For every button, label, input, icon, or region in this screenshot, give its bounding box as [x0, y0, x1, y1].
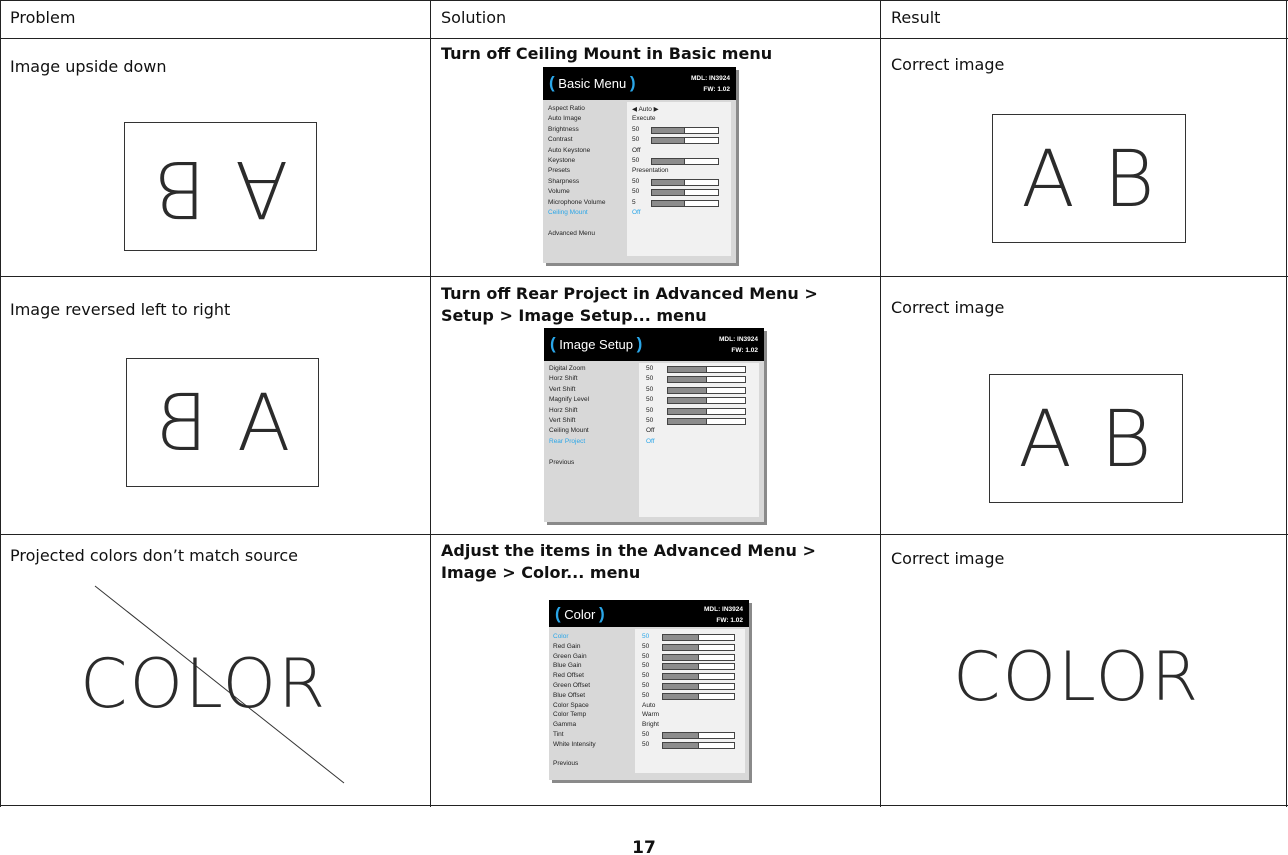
header-result: Result	[891, 8, 941, 27]
paren-right-icon: )	[636, 334, 643, 353]
menu-item-slider[interactable]	[667, 376, 746, 383]
menu-item-slider[interactable]	[662, 654, 735, 661]
menu-item-slider[interactable]	[662, 693, 735, 700]
image-setup-mdl: MDL: IN3924	[718, 336, 758, 343]
menu-item-value: 50	[642, 731, 650, 738]
menu-item-value: Bright	[642, 721, 659, 729]
image-setup-title: Image Setup	[559, 337, 634, 352]
menu-item-label[interactable]: Color Temp	[553, 711, 587, 719]
slider-fill	[663, 664, 699, 669]
slider-fill	[652, 201, 685, 206]
slider-fill	[668, 367, 707, 372]
menu-item-slider[interactable]	[667, 387, 746, 394]
page-number: 17	[632, 838, 656, 855]
slider-fill	[668, 377, 707, 382]
menu-item-value: Off	[646, 427, 655, 435]
menu-item-label[interactable]: Contrast	[548, 136, 573, 144]
menu-item-label[interactable]: Ceiling Mount	[548, 209, 588, 216]
color-menu-osd	[549, 600, 749, 780]
menu-item-value: Off	[632, 209, 641, 216]
menu-item-value: 50	[642, 662, 650, 670]
slider-fill	[668, 409, 707, 414]
table-right-border	[1286, 1, 1287, 807]
menu-item-label[interactable]: Volume	[548, 188, 570, 196]
result-text-2: Correct image	[891, 298, 1005, 317]
menu-item-label[interactable]: Sharpness	[548, 177, 580, 185]
menu-item-label[interactable]: Vert Shift	[549, 385, 576, 393]
color-menu-title: Color	[564, 607, 596, 622]
menu-item-value: 50	[646, 396, 654, 404]
menu-item-label[interactable]: Red Gain	[553, 642, 581, 650]
menu-item-slider[interactable]	[651, 127, 719, 134]
solution-text-3: Adjust the items in the Advanced Menu > Image > Color... menu	[441, 541, 816, 582]
menu-item-slider[interactable]	[667, 408, 746, 415]
menu-item-label[interactable]: Previous	[549, 458, 575, 466]
slider-fill	[663, 743, 699, 748]
slider-fill	[663, 694, 699, 699]
menu-item-label[interactable]: Advanced Menu	[548, 229, 595, 237]
menu-item-value: Execute	[632, 115, 656, 123]
menu-item-slider[interactable]	[667, 366, 746, 373]
menu-item-value: 50	[642, 633, 650, 640]
menu-item-label[interactable]: Horz Shift	[549, 375, 578, 383]
slider-fill	[663, 645, 699, 650]
menu-item-label[interactable]: Auto Image	[548, 115, 582, 123]
menu-item-slider[interactable]	[662, 673, 735, 680]
menu-item-value: 50	[646, 417, 654, 424]
slider-fill	[668, 388, 707, 393]
menu-item-value: Warm	[642, 711, 660, 719]
menu-item-value: 50	[642, 682, 650, 689]
menu-item-label[interactable]: Auto Keystone	[548, 146, 591, 154]
problem-text-3: Projected colors don’t match source	[10, 546, 298, 565]
slider-fill	[663, 684, 699, 689]
menu-item-value: Presentation	[632, 167, 669, 175]
menu-item-slider[interactable]	[662, 644, 735, 651]
menu-item-label[interactable]: Gamma	[553, 721, 577, 729]
menu-item-value: Off	[632, 146, 641, 154]
column-divider-2	[880, 1, 881, 807]
menu-item-label[interactable]: Tint	[553, 731, 564, 738]
menu-item-value: 50	[646, 365, 654, 372]
header-problem: Problem	[10, 8, 76, 27]
menu-item-label[interactable]: Horz Shift	[549, 406, 578, 414]
column-divider-1	[430, 1, 431, 807]
menu-item-value: ◀ Auto ▶	[632, 106, 659, 113]
slider-fill	[652, 180, 685, 185]
color-word-correct: COLOR	[953, 638, 1201, 717]
image-setup-osd	[544, 328, 764, 522]
menu-item-value: 50	[642, 652, 650, 660]
menu-item-slider[interactable]	[662, 634, 735, 641]
menu-item-slider[interactable]	[667, 418, 746, 425]
menu-item-label[interactable]: Aspect Ratio	[548, 105, 585, 112]
menu-item-label[interactable]: Previous	[553, 760, 579, 768]
menu-item-label[interactable]: Presets	[548, 167, 571, 175]
menu-item-slider[interactable]	[651, 137, 719, 144]
menu-item-slider[interactable]	[662, 732, 735, 739]
menu-item-value: 5	[632, 198, 636, 206]
upside-down-letters: A B	[152, 143, 289, 233]
menu-item-label[interactable]: Keystone	[548, 157, 576, 164]
result-image-1	[992, 114, 1186, 243]
color-word-distorted: COLOR	[80, 645, 328, 724]
menu-item-value: 50	[646, 385, 654, 393]
menu-item-value: 50	[632, 157, 640, 164]
menu-item-value: 50	[642, 642, 650, 650]
menu-item-slider[interactable]	[651, 179, 719, 186]
menu-item-label[interactable]: Digital Zoom	[549, 365, 586, 372]
menu-item-label[interactable]: Green Gain	[553, 652, 587, 660]
menu-item-value: 50	[646, 406, 654, 414]
problem-text-1: Image upside down	[10, 57, 167, 76]
menu-item-label[interactable]: Magnify Level	[549, 396, 590, 404]
slider-fill	[652, 128, 685, 133]
menu-item-value: 50	[642, 740, 650, 748]
menu-item-label[interactable]: Vert Shift	[549, 417, 576, 424]
solution-text-2: Turn off Rear Project in Advanced Menu > Setup > Image Setup... menu	[441, 284, 818, 325]
menu-item-label[interactable]: Green Offset	[553, 682, 591, 689]
menu-item-value: 50	[642, 691, 650, 699]
basic-menu-title-bar	[543, 67, 736, 100]
paren-right-icon: )	[599, 604, 605, 623]
header-solution: Solution	[441, 8, 507, 27]
image-setup-title-bar	[544, 328, 764, 361]
menu-item-value: 50	[632, 177, 640, 185]
menu-item-slider[interactable]	[651, 189, 719, 196]
slider-fill	[663, 674, 699, 679]
result-image-2	[989, 374, 1183, 503]
menu-item-slider[interactable]	[662, 683, 735, 690]
result-text-3: Correct image	[891, 549, 1005, 568]
menu-item-value: Auto	[642, 701, 656, 709]
paren-left-icon: (	[555, 604, 561, 623]
basic-menu-osd	[543, 67, 736, 263]
correct-letters-1: A B	[1021, 135, 1157, 225]
slider-fill	[663, 635, 699, 640]
basic-menu-mdl: MDL: IN3924	[690, 75, 730, 82]
menu-item-label[interactable]: Color	[553, 633, 569, 640]
menu-item-value: Off	[646, 437, 655, 445]
menu-item-label[interactable]: Brightness	[548, 125, 579, 133]
menu-item-value: 50	[632, 125, 640, 133]
basic-menu-title: Basic Menu	[558, 76, 627, 91]
slider-fill	[668, 398, 707, 403]
result-text-1: Correct image	[891, 55, 1005, 74]
basic-menu-fw: FW: 1.02	[703, 86, 730, 93]
menu-item-label[interactable]: White Intensity	[553, 740, 596, 748]
slider-fill	[663, 655, 699, 660]
menu-item-label[interactable]: Blue Offset	[553, 691, 586, 699]
menu-item-label[interactable]: Rear Project	[549, 437, 586, 445]
menu-item-label[interactable]: Ceiling Mount	[549, 427, 589, 435]
slider-fill	[652, 138, 685, 143]
slider-fill	[652, 190, 685, 195]
slider-fill	[663, 733, 699, 738]
problem-text-2: Image reversed left to right	[10, 300, 231, 319]
menu-item-label[interactable]: Blue Gain	[553, 662, 582, 670]
color-menu-fw: FW: 1.02	[716, 617, 743, 624]
menu-item-slider[interactable]	[651, 158, 719, 165]
menu-item-value: 50	[642, 672, 650, 680]
paren-left-icon: (	[549, 73, 555, 92]
menu-item-slider[interactable]	[667, 397, 746, 404]
paren-right-icon: )	[629, 73, 636, 92]
menu-item-label[interactable]: Red Offset	[553, 672, 584, 680]
slider-fill	[668, 419, 707, 424]
menu-item-slider[interactable]	[662, 663, 735, 670]
menu-item-slider[interactable]	[662, 742, 735, 749]
menu-item-slider[interactable]	[651, 200, 719, 207]
menu-item-value: 50	[632, 188, 640, 196]
color-menu-mdl: MDL: IN3924	[703, 606, 743, 613]
color-menu-title-bar	[549, 600, 749, 627]
correct-letters-2: A B	[1018, 395, 1154, 485]
image-setup-fw: FW: 1.02	[731, 347, 758, 354]
menu-item-label[interactable]: Color Space	[553, 701, 589, 709]
solution-text-1: Turn off Ceiling Mount in Basic menu	[441, 44, 773, 63]
mirrored-letters: A B	[154, 379, 291, 469]
menu-item-value: 50	[632, 136, 640, 144]
slider-fill	[652, 159, 685, 164]
menu-item-value: 50	[646, 375, 654, 383]
menu-item-label[interactable]: Microphone Volume	[548, 198, 606, 206]
paren-left-icon: (	[550, 334, 556, 353]
